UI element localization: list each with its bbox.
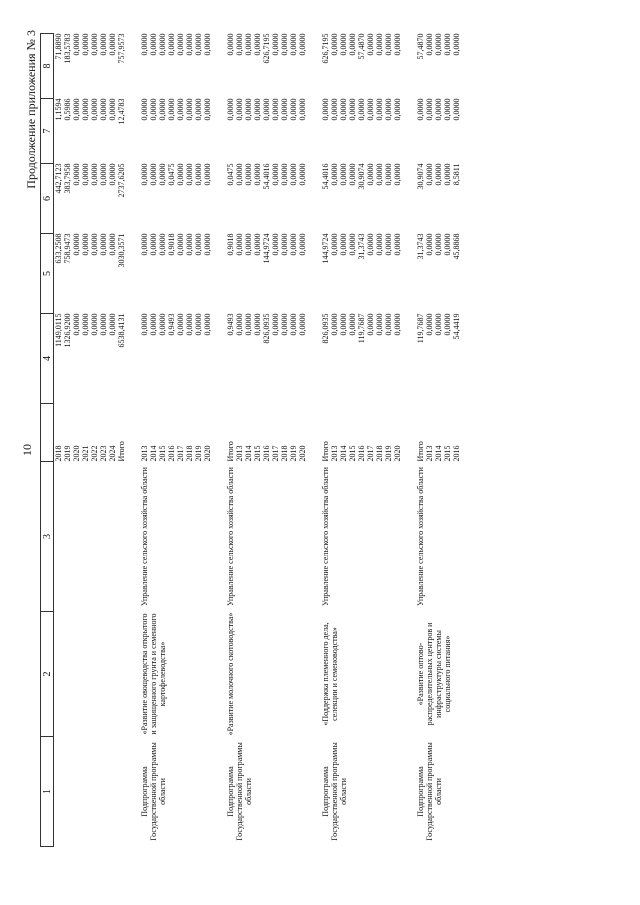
value-cell: 0,0000	[280, 233, 289, 256]
responsible-executor	[54, 462, 127, 612]
block-separator	[307, 34, 321, 847]
value-cell: 0,0000	[452, 33, 461, 56]
value-cell: 0,0000	[167, 33, 176, 56]
subprogram-name	[54, 612, 127, 737]
value-cell: 0,0000	[384, 163, 393, 186]
value-cell: 183,5783	[63, 33, 72, 64]
separator-cell	[126, 34, 140, 847]
value-cell: 0,0000	[357, 98, 366, 121]
separator-cell	[307, 34, 321, 847]
value-cell: 0,0000	[235, 233, 244, 256]
year-cell: 2019	[384, 445, 393, 462]
value-cell: 0,0000	[348, 233, 357, 256]
value-cell: 0,0000	[393, 98, 402, 121]
year-cell: 2020	[298, 445, 307, 462]
value-cell: 0,0000	[81, 313, 90, 336]
value-cell: 0,0000	[158, 233, 167, 256]
subprogram-type: Подпрограмма Государственной программы области	[321, 742, 348, 841]
value-cell: 0,0000	[289, 313, 298, 336]
year-cell: 2020	[72, 445, 81, 462]
value-cell: 0,0000	[425, 33, 434, 56]
value-cell: 0,0000	[425, 233, 434, 256]
value-cell: 0,0000	[72, 98, 81, 121]
value-cell: 0,0000	[99, 313, 108, 336]
block-separator	[212, 34, 226, 847]
value-cell: 0,0000	[339, 233, 348, 256]
value-cell: 0,0000	[194, 98, 203, 121]
value-cell: 0,0000	[393, 233, 402, 256]
value-cell: 0,0000	[194, 313, 203, 336]
value-cell: 54,4016	[262, 163, 271, 190]
responsible-executor: Управление сельского хозяйства области	[416, 467, 425, 606]
value-cell: 0,0000	[203, 233, 212, 256]
value-cell: 0,0000	[108, 313, 117, 336]
value-cell: 0,0000	[235, 98, 244, 121]
value-cell: 0,0000	[384, 33, 393, 56]
value-cell: 0,0000	[81, 98, 90, 121]
value-cell: 0,0000	[81, 233, 90, 256]
year-cell: 2015	[253, 445, 262, 462]
value-cell: 0,0000	[425, 98, 434, 121]
value-cell: 0,0000	[366, 33, 375, 56]
value-cell: 0,0000	[348, 163, 357, 186]
value-cell: 0,9493	[226, 313, 235, 336]
value-cell: 144,9724	[262, 233, 271, 264]
value-cell: 0,0000	[108, 98, 117, 121]
value-cell: 0,9018	[167, 233, 176, 256]
year-cell: 2014	[149, 445, 158, 462]
year-cell: 2014	[244, 445, 253, 462]
year-cell: 2016	[167, 445, 176, 462]
value-cell: 119,7687	[357, 313, 366, 344]
value-cell: 0,0000	[280, 163, 289, 186]
value-cell: 0,0000	[185, 163, 194, 186]
value-cell: 758,9473	[63, 233, 72, 264]
value-cell: 0,0000	[176, 233, 185, 256]
value-cell: 0,0000	[280, 98, 289, 121]
value-cell: 0,0000	[393, 163, 402, 186]
year-cell: 2013	[140, 445, 149, 462]
year-cell: Итого	[416, 441, 425, 462]
value-cell: 0,0000	[158, 163, 167, 186]
value-cell: 0,0000	[203, 98, 212, 121]
value-cell: 0,0475	[226, 163, 235, 186]
subprogram-name: «Поддержка племенного дела, селекции и семеноводства»	[321, 622, 339, 726]
value-cell: 0,0000	[90, 98, 99, 121]
value-cell: 0,0000	[226, 33, 235, 56]
year-cell: 2018	[185, 445, 194, 462]
subprogram-type: Подпрограмма Государственной программы области	[226, 742, 253, 841]
value-cell: 0,0000	[72, 163, 81, 186]
value-cell: 0,0000	[434, 233, 443, 256]
value-cell: 0,0000	[289, 33, 298, 56]
value-cell: 0,0000	[158, 98, 167, 121]
table-row	[140, 34, 149, 847]
value-cell: 0,0000	[149, 233, 158, 256]
value-cell: 0,0000	[253, 233, 262, 256]
value-cell: 0,0000	[226, 98, 235, 121]
year-cell: 2019	[63, 445, 72, 462]
value-cell: 0,0000	[289, 163, 298, 186]
value-cell: 0,0000	[108, 233, 117, 256]
value-cell: 12,4783	[117, 98, 126, 125]
value-cell: 0,0000	[140, 98, 149, 121]
value-cell: 0,0000	[262, 98, 271, 121]
col-header-4: 4	[41, 314, 54, 404]
year-cell: 2022	[90, 445, 99, 462]
page-number: 10	[20, 444, 34, 456]
value-cell: 0,0000	[271, 33, 280, 56]
year-cell: 2013	[425, 445, 434, 462]
subprogram-name: «Развитие молочного скотоводства»	[226, 612, 235, 736]
year-cell: 2013	[330, 445, 339, 462]
value-cell: 0,0000	[321, 98, 330, 121]
separator-cell	[402, 34, 416, 847]
year-cell: Итого	[226, 441, 235, 462]
value-cell: 0,0000	[348, 33, 357, 56]
year-cell: 2015	[158, 445, 167, 462]
value-cell: 0,0000	[339, 98, 348, 121]
table-row	[321, 34, 330, 847]
value-cell: 71,8890	[54, 33, 63, 60]
value-cell: 0,0000	[158, 33, 167, 56]
value-cell: 0,0000	[443, 33, 452, 56]
subprogram-type: Подпрограмма Государственной программы области	[416, 742, 443, 841]
funding-table	[40, 33, 461, 847]
value-cell: 0,0000	[434, 33, 443, 56]
col-header-2: 2	[41, 612, 54, 737]
value-cell: 0,0000	[194, 233, 203, 256]
value-cell: 0,0000	[81, 163, 90, 186]
value-cell: 0,0000	[434, 313, 443, 336]
subprogram-type	[54, 737, 127, 847]
value-cell: 144,9724	[321, 233, 330, 264]
year-cell: 2020	[393, 445, 402, 462]
value-cell: 0,0000	[271, 233, 280, 256]
value-cell: 0,0000	[330, 163, 339, 186]
value-cell: 1326,9200	[63, 313, 72, 348]
value-cell: 45,8868	[452, 233, 461, 260]
year-cell: 2024	[108, 445, 117, 462]
value-cell: 0,0000	[339, 163, 348, 186]
value-cell: 0,0000	[330, 33, 339, 56]
table-row	[416, 34, 425, 847]
value-cell: 0,0000	[330, 233, 339, 256]
value-cell: 633,2508	[54, 233, 63, 264]
value-cell: 0,0000	[108, 163, 117, 186]
value-cell: 0,0000	[149, 313, 158, 336]
value-cell: 0,9493	[167, 313, 176, 336]
responsible-executor: Управление сельского хозяйства области	[321, 467, 330, 606]
value-cell: 0,0000	[393, 33, 402, 56]
year-cell: 2018	[280, 445, 289, 462]
col-header-year	[41, 404, 54, 462]
value-cell: 0,0000	[176, 33, 185, 56]
col-header-6: 6	[41, 164, 54, 234]
year-cell: 2018	[375, 445, 384, 462]
value-cell: 0,0000	[271, 313, 280, 336]
value-cell: 0,0000	[425, 313, 434, 336]
value-cell: 0,0000	[348, 313, 357, 336]
value-cell: 119,7687	[416, 313, 425, 344]
year-cell: 2019	[289, 445, 298, 462]
value-cell: 0,0000	[149, 163, 158, 186]
value-cell: 1,1594	[54, 98, 63, 121]
value-cell: 0,0000	[203, 313, 212, 336]
value-cell: 0,0000	[298, 98, 307, 121]
year-cell: 2015	[443, 445, 452, 462]
value-cell: 0,0000	[158, 313, 167, 336]
value-cell: 0,5986	[63, 98, 72, 121]
year-cell: 2018	[54, 445, 63, 462]
year-cell: 2016	[452, 445, 461, 462]
year-cell: 2017	[366, 445, 375, 462]
value-cell: 0,0000	[298, 233, 307, 256]
value-cell: 0,0000	[452, 98, 461, 121]
value-cell: 0,0000	[366, 313, 375, 336]
value-cell: 31,3743	[357, 233, 366, 260]
col-header-8: 8	[41, 34, 54, 99]
year-cell: Итого	[117, 441, 126, 462]
col-header-1: 1	[41, 737, 54, 847]
value-cell: 0,0000	[289, 233, 298, 256]
value-cell: 0,0000	[330, 313, 339, 336]
table-row	[54, 34, 64, 847]
value-cell: 6538,4131	[117, 313, 126, 348]
year-cell: 2016	[357, 445, 366, 462]
value-cell: 0,0000	[253, 313, 262, 336]
value-cell: 0,0000	[366, 163, 375, 186]
value-cell: 0,0000	[167, 98, 176, 121]
value-cell: 0,0000	[425, 163, 434, 186]
value-cell: 0,0000	[176, 163, 185, 186]
value-cell: 442,7123	[54, 163, 63, 194]
value-cell: 0,0000	[185, 33, 194, 56]
value-cell: 626,7195	[262, 33, 271, 64]
value-cell: 0,0000	[235, 163, 244, 186]
value-cell: 0,0000	[99, 233, 108, 256]
year-cell: 2015	[348, 445, 357, 462]
value-cell: 30,9074	[357, 163, 366, 190]
value-cell: 0,0000	[244, 313, 253, 336]
value-cell: 0,0000	[298, 33, 307, 56]
value-cell: 0,0000	[185, 98, 194, 121]
value-cell: 0,0000	[244, 33, 253, 56]
value-cell: 0,0000	[443, 313, 452, 336]
block-separator	[402, 34, 416, 847]
subprogram-name: «Развитие овощеводства открытого и защищенного грунта и семенного картофелеводства»	[140, 613, 167, 735]
value-cell: 0,0000	[235, 33, 244, 56]
value-cell: 0,0000	[90, 233, 99, 256]
value-cell: 0,0000	[375, 313, 384, 336]
value-cell: 0,0000	[375, 233, 384, 256]
value-cell: 2737,6205	[117, 163, 126, 198]
value-cell: 0,0000	[99, 33, 108, 56]
value-cell: 1149,0115	[54, 313, 63, 347]
value-cell: 0,0000	[149, 33, 158, 56]
year-cell: 2017	[176, 445, 185, 462]
col-header-5: 5	[41, 234, 54, 314]
year-cell: Итого	[321, 441, 330, 462]
value-cell: 0,0000	[90, 33, 99, 56]
value-cell: 0,0000	[384, 233, 393, 256]
value-cell: 8,5811	[452, 163, 461, 186]
year-cell: 2017	[271, 445, 280, 462]
value-cell: 0,0000	[348, 98, 357, 121]
value-cell: 0,0000	[90, 313, 99, 336]
value-cell: 0,0000	[416, 98, 425, 121]
value-cell: 0,0000	[253, 33, 262, 56]
value-cell: 0,0000	[140, 313, 149, 336]
block-separator	[126, 34, 140, 847]
value-cell: 0,0000	[289, 98, 298, 121]
value-cell: 0,0000	[339, 313, 348, 336]
subprogram-type: Подпрограмма Государственной программы области	[140, 742, 167, 841]
value-cell: 54,4419	[452, 313, 461, 340]
value-cell: 757,9573	[117, 33, 126, 64]
year-cell: 2023	[99, 445, 108, 462]
year-cell: 2016	[262, 445, 271, 462]
table-row	[226, 34, 235, 847]
header-row	[41, 34, 54, 847]
value-cell: 0,0000	[203, 163, 212, 186]
value-cell: 0,0475	[167, 163, 176, 186]
year-cell: 2014	[434, 445, 443, 462]
responsible-executor: Управление сельского хозяйства области	[140, 467, 149, 606]
value-cell: 0,0000	[72, 313, 81, 336]
value-cell: 826,0935	[262, 313, 271, 344]
value-cell: 0,0000	[203, 33, 212, 56]
year-cell: 2013	[235, 445, 244, 462]
value-cell: 0,0000	[90, 163, 99, 186]
value-cell: 626,7195	[321, 33, 330, 64]
appendix-label: Продолжение приложения № 3	[24, 30, 38, 189]
col-header-3: 3	[41, 462, 54, 612]
year-cell: 2021	[81, 445, 90, 462]
value-cell: 0,0000	[375, 98, 384, 121]
year-cell: 2019	[194, 445, 203, 462]
value-cell: 0,0000	[298, 163, 307, 186]
value-cell: 0,0000	[443, 163, 452, 186]
value-cell: 0,0000	[99, 163, 108, 186]
value-cell: 0,0000	[185, 233, 194, 256]
year-cell: 2014	[339, 445, 348, 462]
value-cell: 0,0000	[434, 98, 443, 121]
value-cell: 826,0935	[321, 313, 330, 344]
value-cell: 0,0000	[375, 33, 384, 56]
value-cell: 0,0000	[330, 98, 339, 121]
value-cell: 0,0000	[244, 233, 253, 256]
value-cell: 57,4870	[357, 33, 366, 60]
value-cell: 0,0000	[176, 313, 185, 336]
value-cell: 0,0000	[244, 98, 253, 121]
value-cell: 0,0000	[194, 163, 203, 186]
value-cell: 0,0000	[298, 313, 307, 336]
value-cell: 0,0000	[253, 163, 262, 186]
value-cell: 0,0000	[235, 313, 244, 336]
value-cell: 0,0000	[271, 163, 280, 186]
value-cell: 0,0000	[384, 313, 393, 336]
value-cell: 0,0000	[149, 98, 158, 121]
value-cell: 0,0000	[434, 163, 443, 186]
value-cell: 0,0000	[81, 33, 90, 56]
value-cell: 0,0000	[280, 33, 289, 56]
subprogram-name: «Развитие оптово-распределительных центров и инфраструктуры системы социального питания»	[416, 622, 452, 726]
value-cell: 0,0000	[443, 233, 452, 256]
value-cell: 0,0000	[253, 98, 262, 121]
value-cell: 3030,3571	[117, 233, 126, 268]
value-cell: 0,0000	[339, 33, 348, 56]
value-cell: 0,0000	[108, 33, 117, 56]
value-cell: 54,4016	[321, 163, 330, 190]
value-cell: 0,0000	[393, 313, 402, 336]
value-cell: 383,7958	[63, 163, 72, 194]
value-cell: 0,0000	[366, 233, 375, 256]
separator-cell	[212, 34, 226, 847]
value-cell: 31,3743	[416, 233, 425, 260]
value-cell: 0,0000	[99, 98, 108, 121]
value-cell: 0,0000	[366, 98, 375, 121]
responsible-executor: Управление сельского хозяйства области	[226, 467, 235, 606]
year-cell: 2020	[203, 445, 212, 462]
value-cell: 57,4870	[416, 33, 425, 60]
value-cell: 0,0000	[140, 233, 149, 256]
value-cell: 0,0000	[140, 33, 149, 56]
value-cell: 0,0000	[72, 33, 81, 56]
value-cell: 0,0000	[244, 163, 253, 186]
value-cell: 0,0000	[280, 313, 289, 336]
value-cell: 0,0000	[194, 33, 203, 56]
value-cell: 0,0000	[384, 98, 393, 121]
value-cell: 0,0000	[176, 98, 185, 121]
col-header-7: 7	[41, 99, 54, 164]
value-cell: 0,0000	[375, 163, 384, 186]
value-cell: 0,0000	[185, 313, 194, 336]
value-cell: 30,9074	[416, 163, 425, 190]
value-cell: 0,0000	[140, 163, 149, 186]
value-cell: 0,0000	[443, 98, 452, 121]
value-cell: 0,9018	[226, 233, 235, 256]
value-cell: 0,0000	[72, 233, 81, 256]
value-cell: 0,0000	[271, 98, 280, 121]
